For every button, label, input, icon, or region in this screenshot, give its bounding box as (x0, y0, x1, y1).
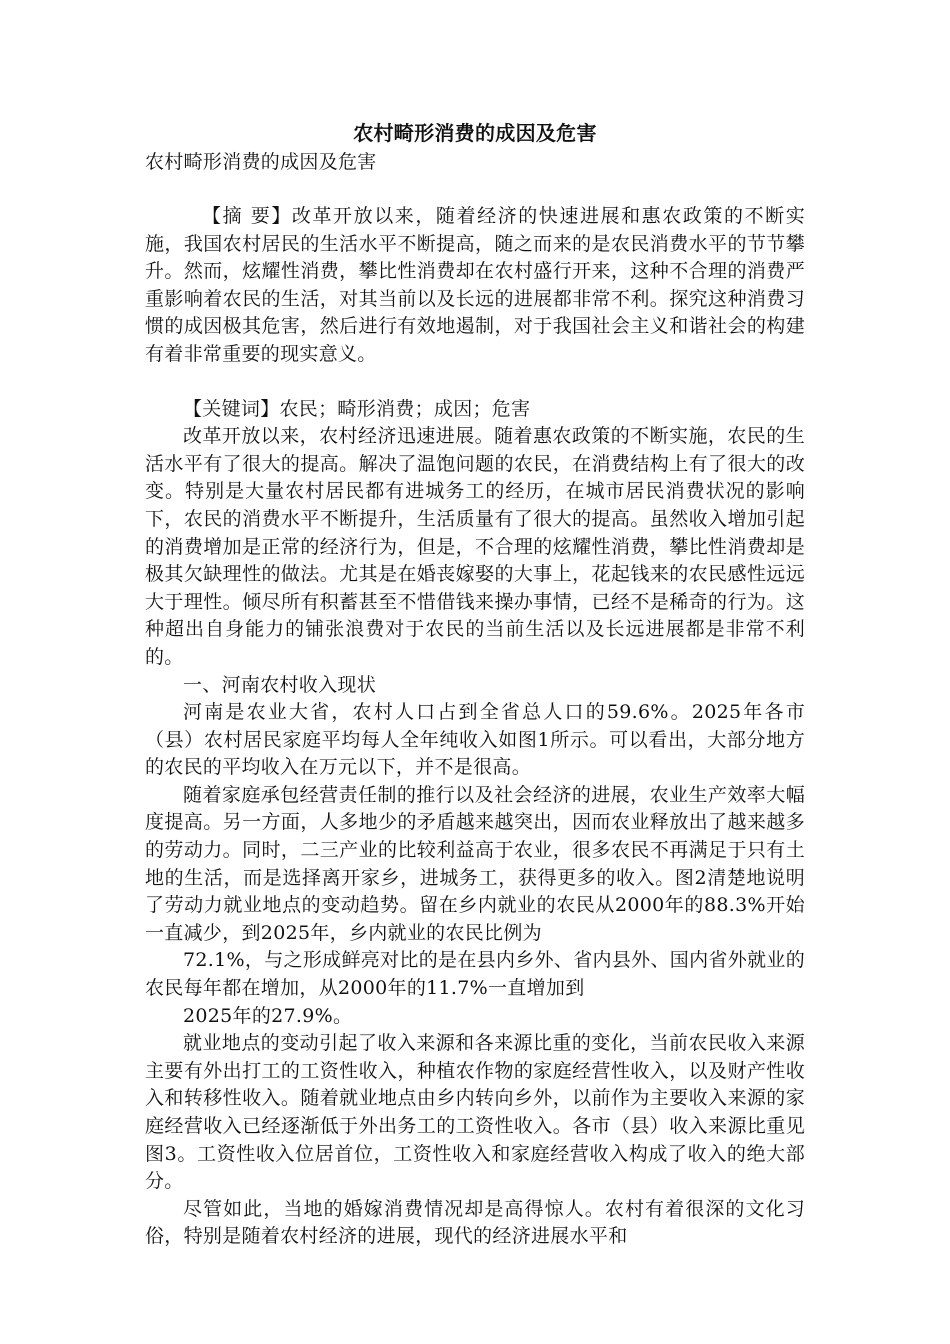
body-paragraph: 改革开放以来，农村经济迅速进展。随着惠农政策的不断实施，农民的生活水平有了很大的提高。解决了温饱问题的农民，在消费结构上有了很大的改变。特别是大量农村居民都有进城务工的经历，在城市居民消费状况的影响下，农民的消费水平不断提升，生活质量有了很大的提高。虽然收入增加引起的消费增加是正常的经济行为，但是，不合理的炫耀性消费，攀比性消费却是极其欠缺理性的做法。尤其是在婚丧嫁娶的大事上，花起钱来的农民感性远远大于理性。倾尽所有积蓄甚至不惜借钱来操办事情，已经不是稀奇的行为。这种超出自身能力的铺张浪费对于农民的当前生活以及长远进展都是非常不利的。 (145, 425, 805, 668)
spacer (145, 176, 805, 203)
body-paragraph: 随着家庭承包经营责任制的推行以及社会经济的进展，农业生产效率大幅度提高。另一方面，人多地少的矛盾越来越突出，因而农业释放出了越来越多的劳动力。同时，二三产业的比较利益高于农业，很多农民不再满足于只有土地的生活，而是选择离开家乡，进城务工，获得更多的收入。图2清楚地说明了劳动力就业地点的变动趋势。留在乡内就业的农民从2000年的88.3%开始一直减少，到2025年，乡内就业的农民比例为 (145, 783, 805, 944)
spacer (145, 369, 805, 396)
body-paragraph: 尽管如此，当地的婚嫁消费情况却是高得惊人。农村有着很深的文化习俗，特别是随着农村经济的进展，现代的经济进展水平和 (145, 1197, 805, 1248)
body-paragraph: 河南是农业大省，农村人口占到全省总人口的59.6%。2025年各市（县）农村居民家庭平均每人全年纯收入如图1所示。可以看出，大部分地方的农民的平均收入在万元以下，并不是很高。 (145, 701, 805, 779)
body-paragraph: 72.1%，与之形成鲜亮对比的是在县内乡外、省内县外、国内省外就业的农民每年都在增加，从2000年的11.7%一直增加到 (145, 949, 805, 1000)
document-page (145, 118, 805, 1251)
keywords-line: 【关键词】农民；畸形消费；成因；危害 (183, 397, 531, 420)
abstract-paragraph: 【摘 要】改革开放以来，随着经济的快速进展和惠农政策的不断实施，我国农村居民的生活水平不断提高，随之而来的是农民消费水平的节节攀升。然而，炫耀性消费，攀比性消费却在农村盛行开来，这种不合理的消费严重影响着农民的生活，对其当前以及长远的进展都非常不利。探究这种消费习惯的成因极其危害，然后进行有效地遏制，对于我国社会主义和谐社会的构建有着非常重要的现实意义。 (145, 205, 805, 365)
section-heading: 一、河南农村收入现状 (183, 673, 377, 696)
body-paragraph: 2025年的27.9%。 (183, 1004, 353, 1027)
body-paragraph: 就业地点的变动引起了收入来源和各来源比重的变化，当前农民收入来源主要有外出打工的工资性收入，种植农作物的家庭经营性收入，以及财产性收入和转移性收入。随着就业地点由乡内转向乡外，以前作为主要收入来源的家庭经营收入已经逐渐低于外出务工的工资性收入。各市（县）收入来源比重见图3。工资性收入位居首位，工资性收入和家庭经营收入构成了收入的绝大部分。 (145, 1032, 805, 1193)
document-subtitle: 农村畸形消费的成因及危害 (145, 151, 377, 173)
document-title: 农村畸形消费的成因及危害 (353, 121, 597, 145)
